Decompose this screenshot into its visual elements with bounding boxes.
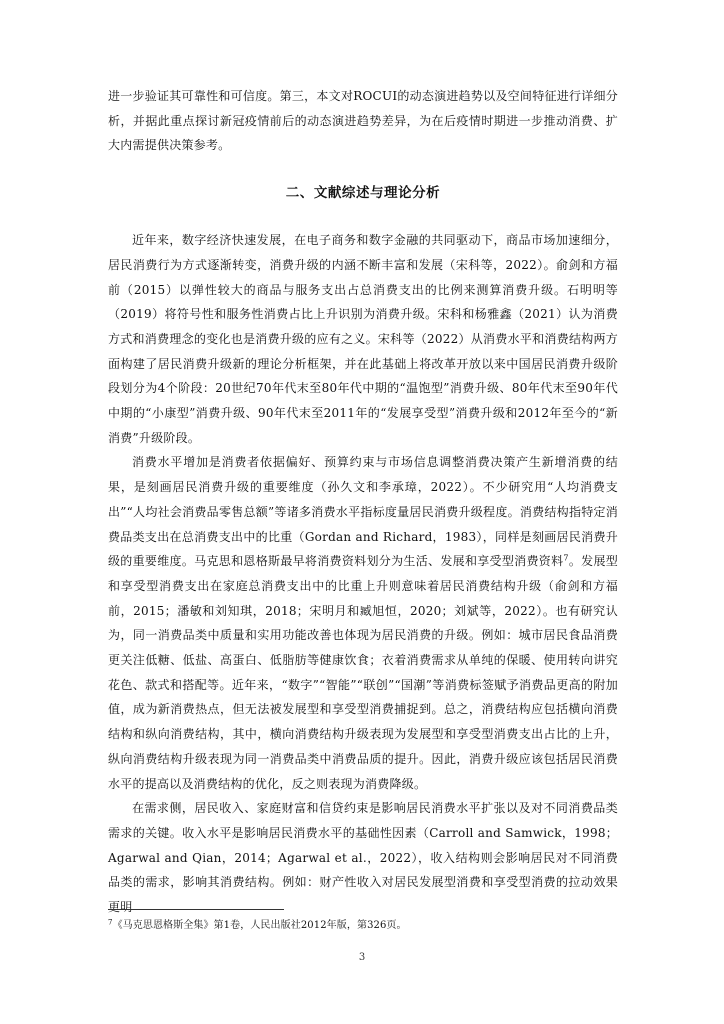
paragraph-consumption-level-structure [108, 450, 618, 796]
footnote [108, 918, 618, 934]
paragraph-demand-side: 在需求侧，居民收入、家庭财富和信贷约束是影响居民消费水平扩张以及对不同消费品类需求的关键。收入水平是影响居民消费水平的基础性因素（Carroll and Samwick，1998；Agarwal and Qian，2014；Agarwal et al.，2022），收入结构则会影响居民对不同消费品类的需求，影响其消费结构。例如：财产性收入对居民发展型消费和享受型消费的拉动效果更明 [108, 801, 618, 915]
section-title: 二、文献综述与理论分析 [285, 185, 441, 202]
footnote-number: 7 [108, 918, 113, 927]
intro-paragraph: 进一步验证其可靠性和可信度。第三，本文对ROCUI的动态演进趋势以及空间特征进行详细分析，并据此重点探讨新冠疫情前后的动态演进趋势差异，为在后疫情时期进一步推动消费、扩大内需提供决策参考。 [108, 89, 618, 153]
footnote-divider [108, 909, 284, 910]
footnote-reference[interactable]: 7 [563, 553, 569, 563]
paragraph-consumption-upgrade: 近年来，数字经济快速发展，在电子商务和数字金融的共同驱动下，商品市场加速细分，居民消费行为方式逐渐转变，消费升级的内涵不断丰富和发展（宋科等，2022）。俞剑和方福前（2015）以弹性较大的商品与服务支出占总消费支出的比例来测算消费升级。石明明等（2019）将符号性和服务性消费占比上升识别为消费升级。宋科和杨雅鑫（2021）认为消费方式和消费理念的变化也是消费升级的应有之义。宋科等（2022）从消费水平和消费结构两方面构建了居民消费升级新的理论分析框架，并在此基础上将改革开放以来中国居民消费升级阶段划分为4个阶段：20世纪70年代末至80年代中期的“温饱型”消费升级、80年代末至90年代中期的“小康型”消费升级、90年代末至2011年的“发展享受型”消费升级和2012年至今的“新消费”升级阶段。 [108, 233, 618, 445]
body-content [108, 84, 618, 920]
footnote-text: 《马克思恩格斯全集》第1卷，人民出版社2012年版，第326页。 [112, 920, 407, 931]
page-number: 3 [358, 952, 366, 963]
paragraph-text-part-2: 。发展型和享受型消费支出在家庭总消费支出中的比重上升则意味着居民消费结构升级（俞剑和方福前，2015；潘敏和刘知琪，2018；宋明月和臧旭恒，2020；刘斌等，2022）。也有研究认为，同一消费品类中质量和实用功能改善也体现为居民消费的升级。例如：城市居民食品消费更关注低糖、低盐、高蛋白、低脂肪等健康饮食；衣着消费需求从单纯的保暖、使用转向讲究花色、款式和搭配等。近年来，“数字”“智能”“联创”“国潮”等消费标签赋予消费品更高的附加值，成为新消费热点，但无法被发展型和享受型消费捕捉到。总之，消费结构应包括横向消费结构和纵向消费结构，其中，横向消费结构升级表现为发展型和享受型消费支出占比的上升，纵向消费结构升级表现为同一消费品类中消费品质的提升。因此，消费升级应该包括居民消费水平的提高以及消费结构的优化，反之则表现为消费降级。 [108, 554, 618, 791]
paragraph-text-part-1: 消费水平增加是消费者依据偏好、预算约束与市场信息调整消费决策产生新增消费的结果，是刻画居民消费升级的重要维度（孙久文和李承璋，2022）。不少研究用“人均消费支出”“人均社会消费品零售总额”等诸多消费水平指标度量居民消费升级程度。消费结构指特定消费品类支出在总消费支出中的比重（Gordan and Richard，1983），同样是刻画居民消费升级的重要维度。马克思和恩格斯最早将消费资料划分为生活、发展和享受型消费资料 [108, 455, 618, 569]
